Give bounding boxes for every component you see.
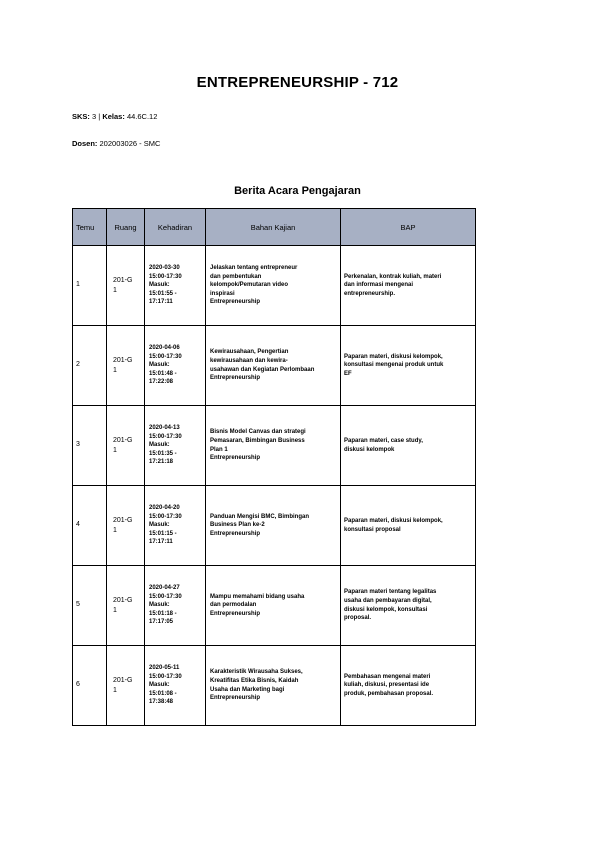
cell-bahan-kajian-line: Panduan Mengisi BMC, Bimbingan — [210, 513, 310, 520]
cell-temu: 1 — [73, 246, 107, 326]
cell-ruang — [107, 646, 145, 726]
cell-ruang — [107, 566, 145, 646]
cell-bahan-kajian-line: Karakteristik Wirausaha Sukses, — [210, 669, 303, 676]
cell-bahan-kajian-line: Mampu memahami bidang usaha — [210, 593, 305, 600]
cell-bap-line: kuliah, diskusi, presentasi ide — [344, 682, 430, 689]
cell-bap-line: entrepreneurship. — [344, 290, 396, 297]
cell-bahan-kajian-line: Entrepreneurship — [210, 695, 261, 702]
sks-value: 3 — [92, 112, 97, 121]
cell-kehadiran — [145, 246, 206, 326]
kelas-label: Kelas: — [102, 112, 125, 121]
cell-kehadiran-line: Masuk: — [149, 362, 170, 369]
cell-bahan-kajian-line: Usaha dan Marketing bagi — [210, 686, 285, 693]
cell-kehadiran-line: 15:00-17:30 — [149, 353, 182, 360]
dosen-label: Dosen: — [72, 139, 98, 148]
cell-bap-line: diskusi kelompok, konsultasi — [344, 606, 428, 613]
dosen-value: 202003026 - SMC — [99, 139, 161, 148]
cell-temu: 4 — [73, 486, 107, 566]
cell-bahan-kajian-line: Entrepreneurship — [210, 455, 261, 462]
cell-bahan-kajian-line: Jelaskan tentang entrepreneur — [210, 265, 298, 272]
cell-ruang — [107, 406, 145, 486]
cell-kehadiran-line: 2020-05-11 — [149, 665, 180, 672]
cell-bahan-kajian-line: usahawan dan Kegiatan Perlombaan — [210, 366, 315, 373]
cell-bap-line: Perkenalan, kontrak kuliah, materi — [344, 273, 442, 280]
kelas-value: 44.6C.12 — [126, 112, 158, 121]
cell-kehadiran — [145, 326, 206, 406]
room-code: 201-G1 — [113, 436, 133, 454]
cell-bap-line: konsultasi mengenai produk untuk — [344, 362, 444, 369]
cell-bahan-kajian-line: Pemasaran, Bimbingan Business — [210, 437, 305, 444]
cell-bap — [341, 246, 476, 326]
table-row — [73, 646, 476, 726]
cell-kehadiran-line: 17:21:18 — [149, 459, 174, 466]
cell-bahan-kajian-line: Plan 1 — [210, 446, 228, 453]
cell-kehadiran-line: 2020-04-27 — [149, 585, 180, 592]
table-row — [73, 566, 476, 646]
cell-kehadiran-line: 17:38:48 — [149, 699, 174, 706]
cell-kehadiran-line: 17:17:11 — [149, 299, 173, 306]
cell-bahan-kajian — [206, 326, 341, 406]
cell-bahan-kajian-line: Business Plan ke-2 — [210, 522, 265, 529]
cell-bahan-kajian-line: Bisnis Model Canvas dan strategi — [210, 429, 306, 436]
cell-bap-line: Paparan materi tentang legalitas — [344, 589, 437, 596]
cell-kehadiran-line: Masuk: — [149, 282, 170, 289]
table-header-row — [73, 209, 476, 246]
cell-bap — [341, 486, 476, 566]
cell-bahan-kajian-line: dan permodalan — [210, 602, 257, 609]
cell-kehadiran-line: 17:17:11 — [149, 539, 173, 546]
cell-kehadiran-line: Masuk: — [149, 522, 170, 529]
cell-temu: 6 — [73, 646, 107, 726]
cell-kehadiran-line: 17:17:05 — [149, 619, 174, 626]
cell-kehadiran-line: 15:01:55 - — [149, 290, 177, 297]
cell-bap-line: EF — [344, 370, 352, 377]
cell-kehadiran-line: 15:01:15 - — [149, 530, 177, 537]
header-bahan-kajian: Bahan Kajian — [206, 209, 341, 246]
cell-kehadiran-line: 15:01:08 - — [149, 690, 177, 697]
cell-ruang — [107, 486, 145, 566]
room-code: 201-G1 — [113, 676, 133, 694]
header-temu: Temu — [73, 209, 107, 246]
cell-bap-line: Pembahasan mengenai materi — [344, 673, 431, 680]
cell-kehadiran-line: 17:22:08 — [149, 379, 174, 386]
room-code: 201-G1 — [113, 516, 133, 534]
cell-bap-line: diskusi kelompok — [344, 446, 395, 453]
cell-kehadiran-line: Masuk: — [149, 602, 170, 609]
cell-bahan-kajian-line: Entrepreneurship — [210, 610, 261, 617]
header-bap: BAP — [341, 209, 476, 246]
cell-bap-line: proposal. — [344, 615, 372, 622]
cell-bahan-kajian — [206, 406, 341, 486]
room-code: 201-G1 — [113, 356, 133, 374]
table-row — [73, 326, 476, 406]
cell-bahan-kajian-line: Kewirausahaan, Pengertian — [210, 349, 289, 356]
header-kehadiran: Kehadiran — [145, 209, 206, 246]
cell-temu: 5 — [73, 566, 107, 646]
room-code: 201-G1 — [113, 276, 133, 294]
cell-bahan-kajian — [206, 486, 341, 566]
table-row — [73, 406, 476, 486]
table-row — [73, 246, 476, 326]
cell-bahan-kajian — [206, 646, 341, 726]
cell-bahan-kajian-line: dan pembentukan — [210, 273, 262, 280]
cell-kehadiran — [145, 566, 206, 646]
lecturer-info-line — [72, 139, 160, 148]
cell-kehadiran-line: 2020-04-20 — [149, 505, 180, 512]
cell-bap-line: Paparan materi, diskusi kelompok, — [344, 517, 443, 524]
cell-bap — [341, 566, 476, 646]
cell-bahan-kajian-line: Entrepreneurship — [210, 375, 261, 382]
cell-kehadiran — [145, 646, 206, 726]
cell-kehadiran-line: 15:01:18 - — [149, 610, 177, 617]
separator: | — [98, 112, 101, 121]
cell-kehadiran-line: 15:01:35 - — [149, 450, 177, 457]
page-title: ENTREPRENEURSHIP - 712 — [196, 74, 399, 91]
cell-kehadiran-line: Masuk: — [149, 682, 170, 689]
cell-kehadiran — [145, 406, 206, 486]
cell-bap — [341, 326, 476, 406]
cell-bahan-kajian — [206, 566, 341, 646]
cell-kehadiran-line: 15:00-17:30 — [149, 593, 182, 600]
room-code: 201-G1 — [113, 596, 133, 614]
cell-bap-line: usaha dan pembayaran digital, — [344, 597, 432, 604]
table-body — [73, 246, 476, 726]
cell-kehadiran-line: 15:00-17:30 — [149, 513, 182, 520]
cell-kehadiran-line: 15:00-17:30 — [149, 273, 182, 280]
cell-kehadiran — [145, 486, 206, 566]
sks-label: SKS: — [72, 112, 90, 121]
cell-bahan-kajian-line: inspirasi — [210, 290, 235, 297]
cell-bap — [341, 406, 476, 486]
cell-bahan-kajian-line: kelompok/Pemutaran video — [210, 282, 289, 289]
cell-kehadiran-line: 2020-04-06 — [149, 345, 180, 352]
cell-kehadiran-line: 2020-03-30 — [149, 265, 180, 272]
cell-kehadiran-line: 15:00-17:30 — [149, 433, 182, 440]
cell-bap — [341, 646, 476, 726]
cell-bahan-kajian-line: Entrepreneurship — [210, 530, 261, 537]
table-row — [73, 486, 476, 566]
cell-kehadiran-line: Masuk: — [149, 442, 170, 449]
cell-bahan-kajian-line: Entrepreneurship — [210, 299, 261, 306]
cell-kehadiran-line: 2020-04-13 — [149, 425, 180, 432]
cell-bap-line: produk, pembahasan proposal. — [344, 690, 434, 697]
header-ruang: Ruang — [107, 209, 145, 246]
cell-bap-line: konsultasi proposal — [344, 526, 401, 533]
cell-bap-line: Paparan materi, diskusi kelompok, — [344, 353, 443, 360]
cell-ruang — [107, 326, 145, 406]
cell-kehadiran-line: 15:00-17:30 — [149, 673, 182, 680]
course-info-line — [72, 112, 157, 121]
cell-temu: 3 — [73, 406, 107, 486]
cell-bahan-kajian — [206, 246, 341, 326]
section-title: Berita Acara Pengajaran — [234, 185, 361, 197]
cell-bap-line: dan informasi mengenai — [344, 282, 414, 289]
teaching-record-table — [72, 208, 476, 726]
cell-bahan-kajian-line: kewirausahaan dan kewira- — [210, 357, 288, 364]
cell-kehadiran-line: 15:01:48 - — [149, 370, 177, 377]
cell-bahan-kajian-line: Kreatifitas Etika Bisnis, Kaidah — [210, 677, 299, 684]
cell-bap-line: Paparan materi, case study, — [344, 437, 423, 444]
cell-temu: 2 — [73, 326, 107, 406]
cell-ruang — [107, 246, 145, 326]
